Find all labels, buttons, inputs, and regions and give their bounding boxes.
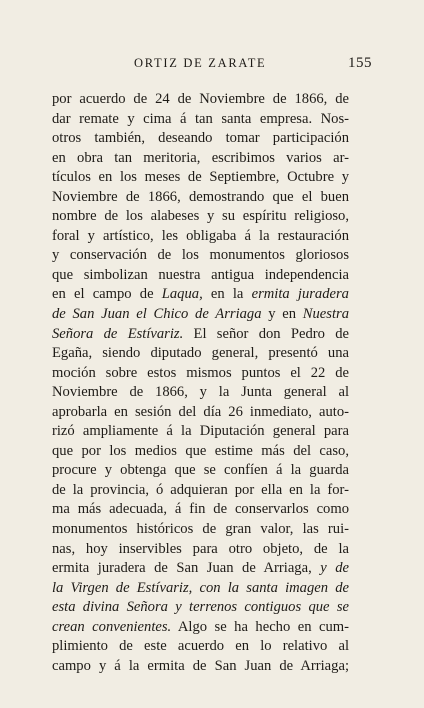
text-segment: Algo se ha hecho en cum- <box>171 618 349 635</box>
page-number: 155 <box>348 55 372 71</box>
text-line <box>52 325 349 345</box>
text-line <box>52 579 349 599</box>
italic-text: Señora de Estívariz. <box>52 325 184 342</box>
text-line <box>52 149 349 169</box>
text-line <box>52 168 349 188</box>
text-line <box>52 383 349 403</box>
text-segment: Egaña, siendo diputado general, presentó una <box>52 345 349 362</box>
text-segment: dar remate y cima á tan santa empresa. Nos- <box>52 110 349 127</box>
body-text <box>52 90 349 676</box>
italic-text: Nuestra <box>302 306 349 323</box>
text-line <box>52 344 349 364</box>
text-segment: y en <box>261 306 303 323</box>
text-segment: campo y á la ermita de San Juan de Arriaga; <box>52 657 349 674</box>
text-segment: otros también, deseando tomar participación <box>52 130 349 147</box>
text-line <box>52 129 349 149</box>
text-line <box>52 637 349 657</box>
page-header <box>52 53 372 73</box>
italic-text: esta divina Señora y terrenos contiguos que se <box>52 599 349 616</box>
text-segment: ma más adecuada, á fin de conservarlos como <box>52 501 349 518</box>
text-segment: que por los medios que estime más del caso, <box>52 442 349 459</box>
text-line <box>52 500 349 520</box>
text-line <box>52 540 349 560</box>
text-line <box>52 110 349 130</box>
text-line <box>52 559 349 579</box>
italic-text: Laqua, <box>161 286 203 303</box>
text-segment: plimiento de este acuerdo en lo relativo al <box>52 638 349 655</box>
text-segment: por acuerdo de 24 de Noviembre de 1866, de <box>52 91 349 107</box>
text-segment: y conservación de los monumentos gloriosos <box>52 247 349 264</box>
text-line <box>52 90 349 110</box>
text-segment: tículos en los meses de Septiembre, Octubre y <box>52 169 349 186</box>
text-line <box>52 618 349 638</box>
text-segment: en el campo de <box>52 286 162 303</box>
text-line <box>52 266 349 286</box>
text-segment: nas, hoy inservibles para otro objeto, de la <box>52 540 349 557</box>
text-line <box>52 422 349 442</box>
text-line <box>52 520 349 540</box>
text-line <box>52 188 349 208</box>
text-segment: ermita juradera de San Juan de Arriaga, <box>52 560 321 577</box>
italic-text: ermita juradera <box>251 286 349 303</box>
text-line <box>52 246 349 266</box>
text-segment: que simbolizan nuestra antigua independencia <box>52 266 349 283</box>
text-segment: Noviembre de 1866, demostrando que el buen <box>52 188 349 205</box>
text-segment: Noviembre de 1866, y la Junta general al <box>52 384 349 401</box>
text-line <box>52 207 349 227</box>
text-segment: de la provincia, ó adquieran por ella en la for- <box>52 481 349 498</box>
italic-text: de San Juan el Chico de Arriaga <box>52 306 262 323</box>
italic-text: la Virgen de Estívariz, con la santa imagen de <box>52 579 349 596</box>
text-segment: monumentos históricos de gran valor, las rui- <box>52 521 349 538</box>
text-line <box>52 442 349 462</box>
text-line <box>52 364 349 384</box>
text-line <box>52 227 349 247</box>
text-line <box>52 461 349 481</box>
text-segment: en obra tan meritoria, escribimos varios ar- <box>52 149 349 166</box>
text-line <box>52 481 349 501</box>
text-segment: procure y obtenga que se confíen á la guarda <box>52 462 349 479</box>
italic-text: y de <box>320 560 349 577</box>
italic-text: crean convenientes. <box>52 618 172 635</box>
text-segment: nombre de los alabeses y su espíritu religioso, <box>52 208 349 225</box>
text-segment: rizó ampliamente á la Diputación general para <box>52 423 349 440</box>
running-head: ORTIZ DE ZARATE <box>134 56 267 70</box>
text-line <box>52 285 349 305</box>
text-line <box>52 305 349 325</box>
text-line <box>52 403 349 423</box>
text-segment: El señor don Pedro de <box>183 325 349 342</box>
text-segment: moción sobre estos mismos puntos el 22 de <box>52 364 349 381</box>
text-line <box>52 598 349 618</box>
text-segment: en la <box>202 286 252 303</box>
text-segment: aprobarla en sesión del día 26 inmediato, auto- <box>52 403 349 420</box>
text-segment: foral y artístico, les obligaba á la restauración <box>52 227 349 244</box>
text-line <box>52 657 349 677</box>
